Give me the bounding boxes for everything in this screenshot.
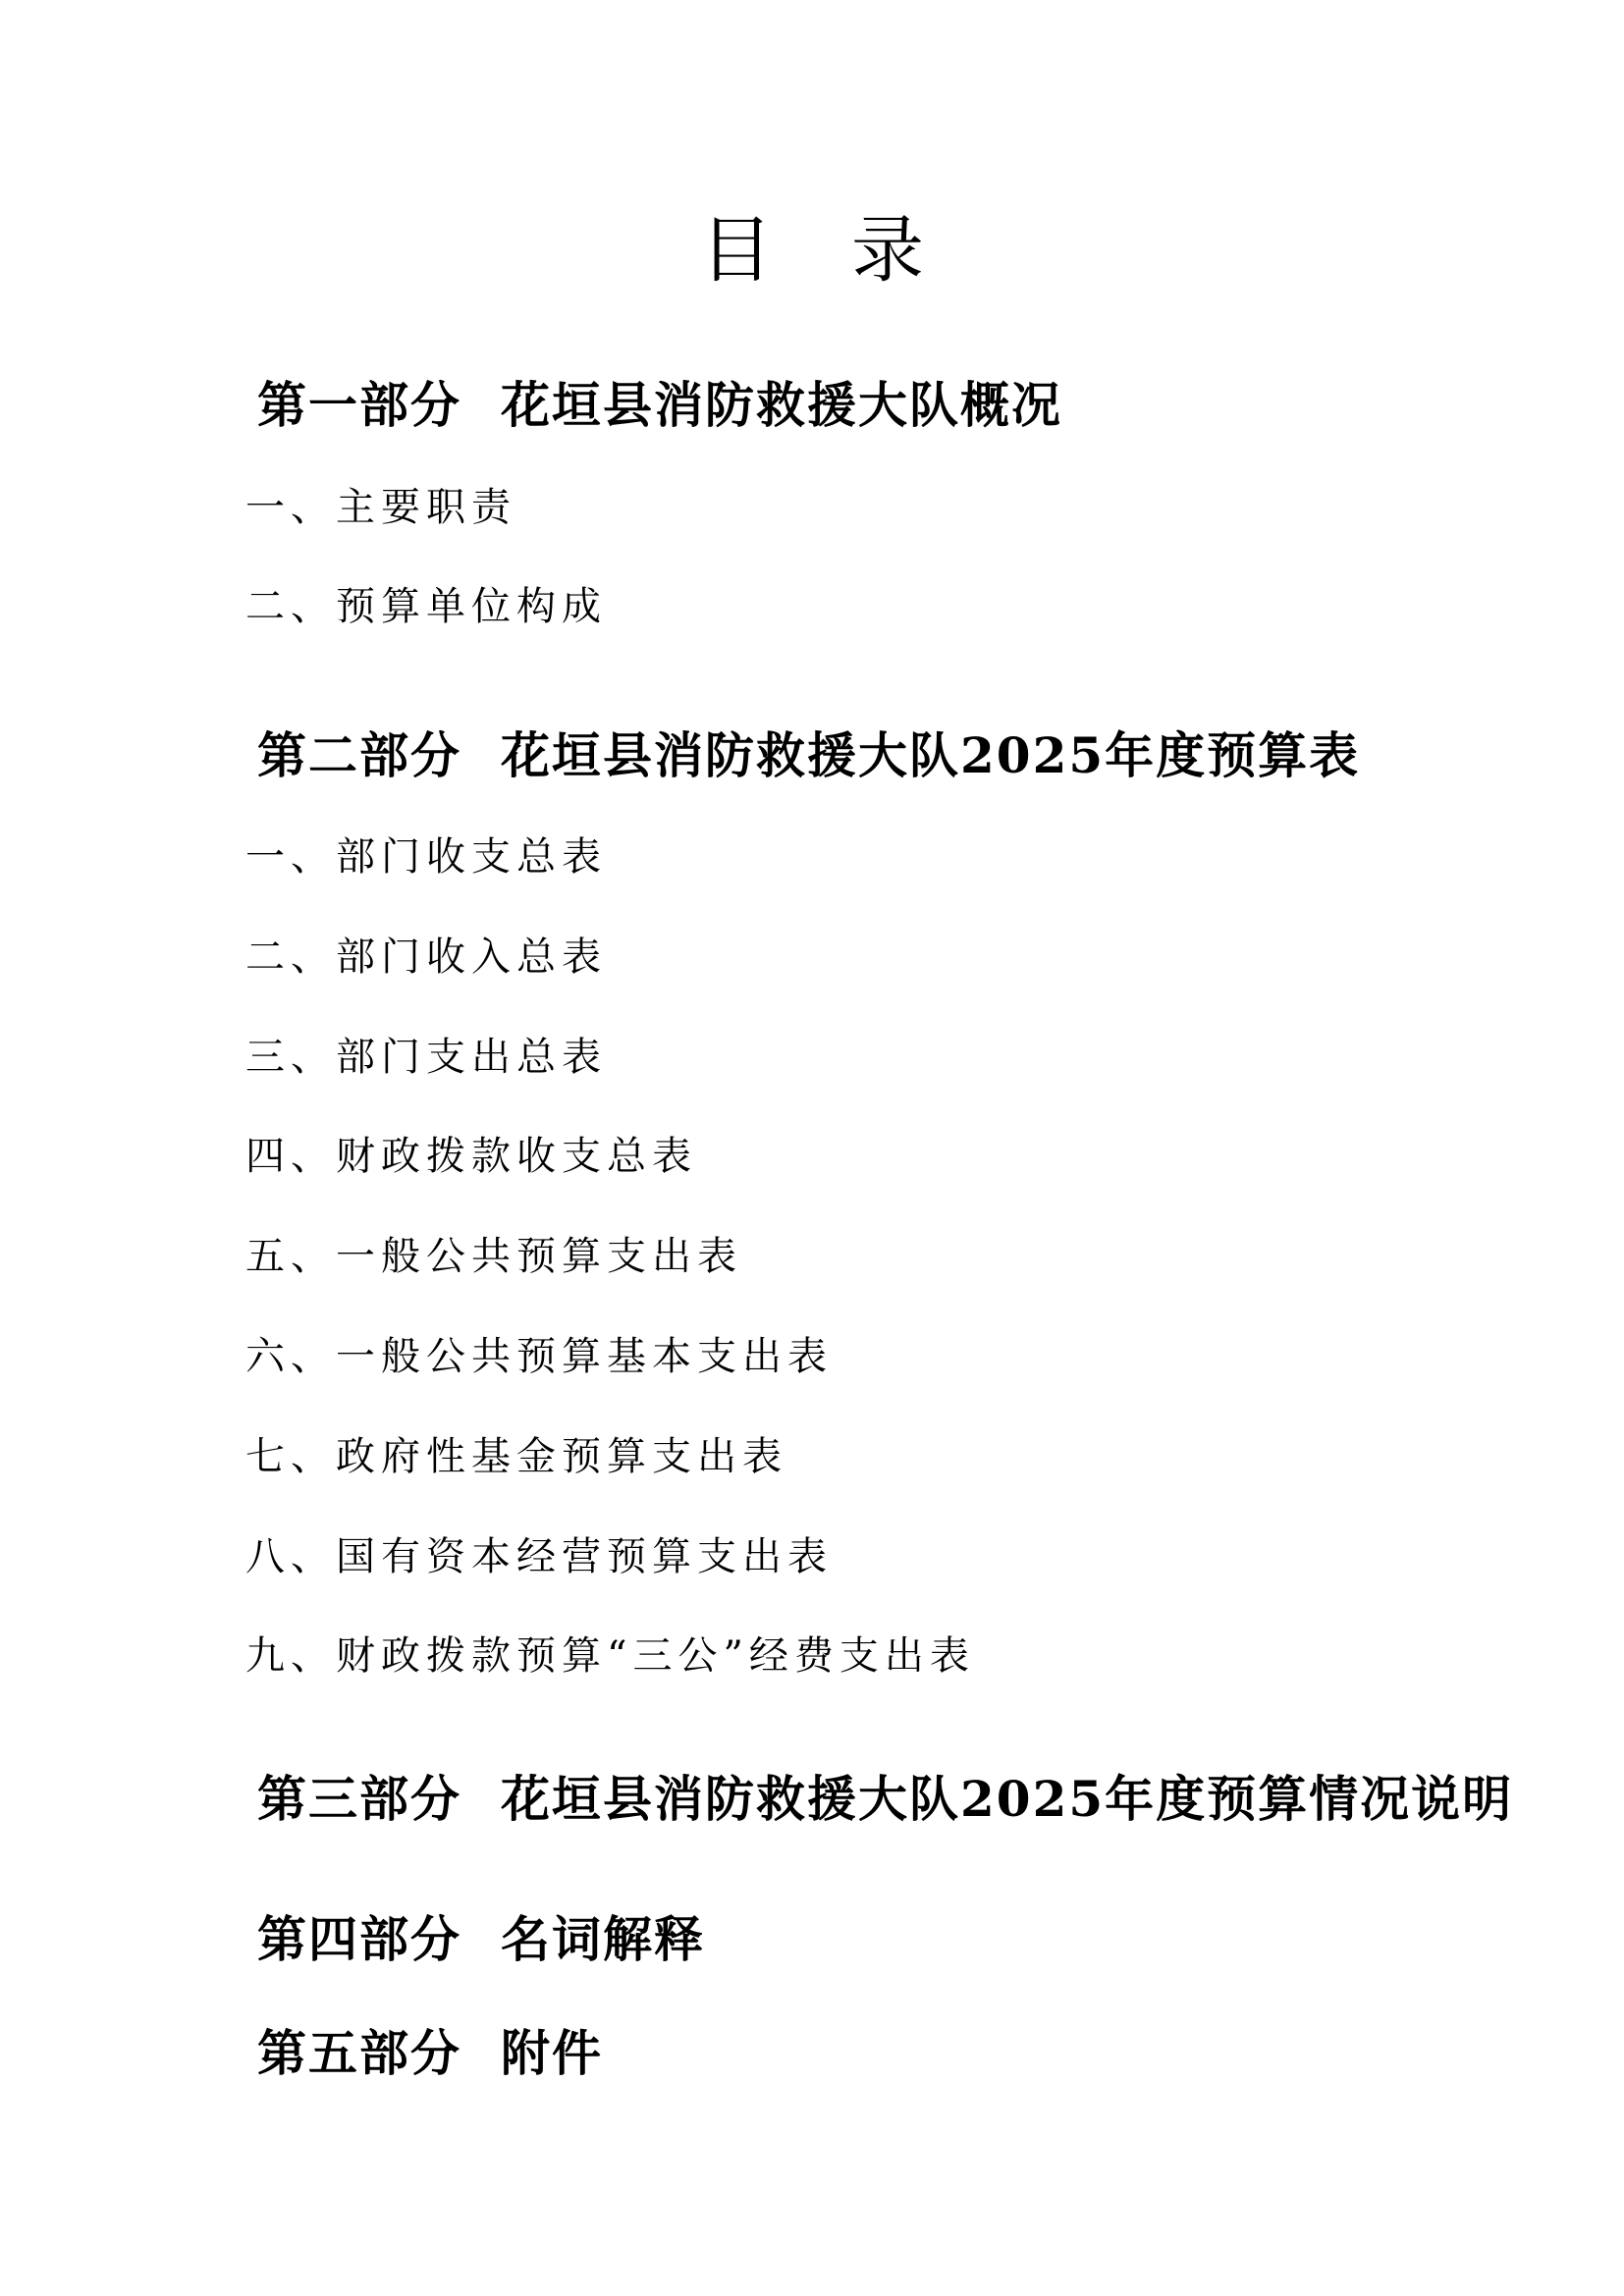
section-heading-4 [257, 1905, 705, 1974]
section-title: 附件 [501, 2024, 603, 2082]
section-heading-3 [257, 1765, 1513, 1834]
section-title: 名词解释 [501, 1910, 705, 1968]
section-title: 花垣县消防救援大队2025年度预算表 [501, 726, 1361, 784]
page-title [0, 206, 1624, 294]
toc-item-2-4: 四、财政拨款收支总表 [245, 1134, 697, 1179]
toc-item-2-7: 七、政府性基金预算支出表 [245, 1434, 787, 1479]
toc-item-2-3: 三、部门支出总表 [245, 1035, 607, 1080]
toc-item-2-1: 一、部门收支总表 [245, 834, 607, 880]
section-heading-2 [257, 721, 1360, 790]
section-heading-1 [257, 371, 1062, 440]
toc-item-2-2: 二、部门收入总表 [245, 934, 607, 980]
toc-item-2-8: 八、国有资本经营预算支出表 [245, 1534, 833, 1579]
section-part-label: 第二部分 [257, 726, 461, 784]
section-heading-5 [257, 2019, 603, 2088]
section-title: 花垣县消防救援大队2025年度预算情况说明 [501, 1770, 1514, 1828]
toc-item-1-2: 二、预算单位构成 [245, 584, 607, 629]
title-char-1: 目 [700, 208, 851, 293]
toc-item-2-5: 五、一般公共预算支出表 [245, 1234, 742, 1279]
section-part-label: 第三部分 [257, 1770, 461, 1828]
section-part-label: 第四部分 [257, 1910, 461, 1968]
toc-item-2-9: 九、财政拨款预算“三公”经费支出表 [245, 1633, 975, 1679]
section-title: 花垣县消防救援大队概况 [501, 376, 1062, 434]
section-part-label: 第五部分 [257, 2024, 461, 2082]
toc-item-1-1: 一、主要职责 [245, 485, 516, 530]
title-char-2: 录 [851, 208, 1002, 293]
toc-item-2-6: 六、一般公共预算基本支出表 [245, 1334, 833, 1379]
section-part-label: 第一部分 [257, 376, 461, 434]
